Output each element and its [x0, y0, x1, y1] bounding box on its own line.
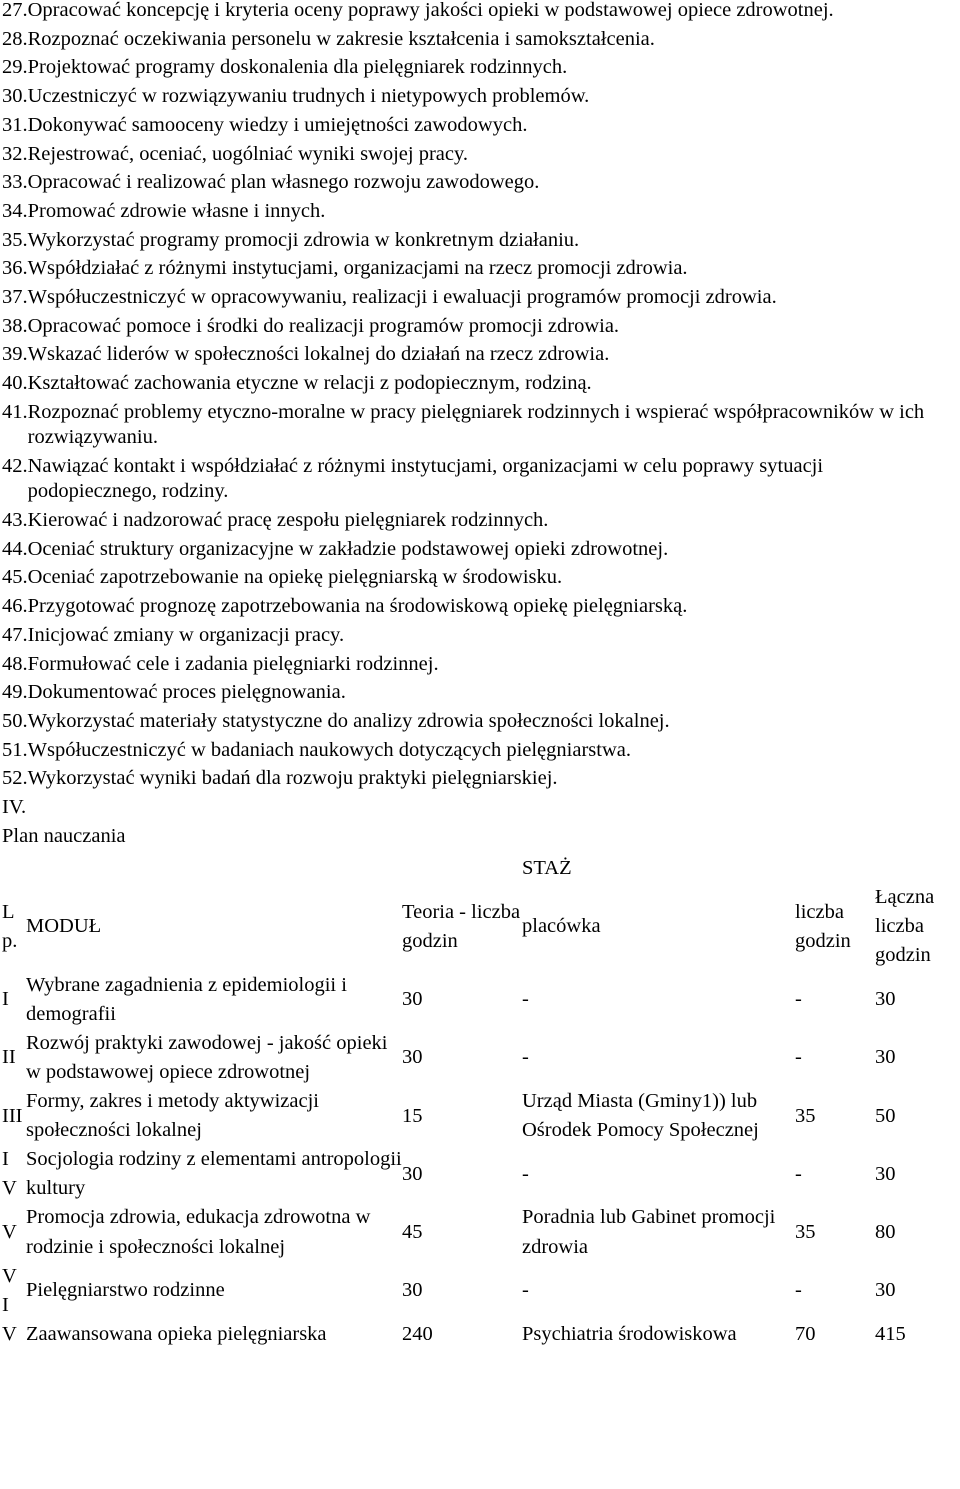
item-number: 27. — [2, 0, 28, 21]
item-number: 30. — [2, 85, 28, 108]
item-text: Dokumentować proces pielęgnowania. — [27, 681, 346, 704]
item-number: 34. — [2, 199, 28, 222]
item-text: Rozpoznać problemy etyczno-moralne w pracy pielęgniarek rodzinnych i wspierać współpracowników w ich rozwiązywaniu. — [27, 400, 925, 449]
item-number: 28. — [2, 27, 28, 50]
header-lp: L p. — [2, 900, 18, 952]
list-item — [2, 565, 956, 590]
table-row — [2, 1262, 955, 1320]
list-item — [2, 738, 956, 763]
item-number: 41. — [2, 400, 28, 423]
cell-laczna: 30 — [875, 988, 896, 1011]
item-text: Opracować pomoce i środki do realizacji programów promocji zdrowia. — [27, 314, 620, 337]
cell-godziny: - — [795, 1162, 802, 1185]
list-item — [2, 766, 956, 791]
item-number: 36. — [2, 257, 28, 280]
list-item — [2, 228, 956, 253]
item-text: Rozpoznać oczekiwania personelu w zakresie kształcenia i samokształcenia. — [27, 27, 655, 50]
table-row — [2, 1087, 955, 1145]
item-text: Wykorzystać wyniki badań dla rozwoju praktyki pielęgniarskiej. — [27, 767, 558, 790]
cell-godziny: - — [795, 988, 802, 1011]
list-item — [2, 680, 956, 705]
cell-lp: III — [2, 1104, 23, 1127]
list-item — [2, 285, 956, 310]
list-item — [2, 508, 956, 533]
cell-lp: V — [2, 1322, 17, 1345]
item-text: Współuczestniczyć w badaniach naukowych dotyczących pielęgniarstwa. — [27, 738, 631, 761]
item-text: Uczestniczyć w rozwiązywaniu trudnych i nietypowych problemów. — [27, 85, 590, 108]
list-item — [2, 652, 956, 677]
list-item — [2, 594, 956, 619]
cell-lp: V I — [2, 1264, 17, 1316]
cell-modul: Socjologia rodziny z elementami antropologii kultury — [26, 1148, 402, 1200]
staz-label: STAŻ — [522, 856, 572, 879]
cell-placowka: Poradnia lub Gabinet promocji zdrowia — [522, 1206, 776, 1258]
list-item — [2, 0, 956, 23]
list-item — [2, 314, 956, 339]
document-page — [2, 0, 956, 1349]
cell-godziny: 70 — [795, 1322, 816, 1345]
item-text: Projektować programy doskonalenia dla pielęgniarek rodzinnych. — [27, 56, 568, 79]
table-staz-row — [2, 853, 955, 883]
header-placowka: placówka — [522, 915, 601, 938]
cell-teoria: 30 — [402, 1279, 423, 1302]
item-number: 51. — [2, 738, 28, 761]
cell-laczna: 50 — [875, 1104, 896, 1127]
list-item — [2, 113, 956, 138]
section-title: Plan nauczania — [2, 824, 126, 847]
cell-teoria: 30 — [402, 988, 423, 1011]
header-laczna: Łączna liczba godzin — [875, 886, 935, 967]
cell-lp: II — [2, 1046, 16, 1069]
item-number: 48. — [2, 652, 28, 675]
table-header-row — [2, 883, 955, 970]
item-text: Kształtować zachowania etyczne w relacji z podopiecznym, rodziną. — [27, 372, 592, 395]
item-text: Dokonywać samooceny wiedzy i umiejętności zawodowych. — [27, 113, 528, 136]
cell-lp: I V — [2, 1148, 17, 1200]
list-item — [2, 27, 956, 52]
item-text: Opracować i realizować plan własnego rozwoju zawodowego. — [27, 171, 540, 194]
cell-godziny: - — [795, 1046, 802, 1069]
cell-teoria: 15 — [402, 1104, 423, 1127]
item-number: 47. — [2, 623, 28, 646]
cell-lp: V — [2, 1220, 17, 1243]
item-text: Oceniać struktury organizacyjne w zakładzie podstawowej opieki zdrowotnej. — [27, 537, 669, 560]
cell-modul: Wybrane zagadnienia z epidemiologii i demografii — [26, 973, 347, 1025]
cell-teoria: 240 — [402, 1322, 433, 1345]
cell-laczna: 80 — [875, 1220, 896, 1243]
list-item — [2, 199, 956, 224]
list-item — [2, 256, 956, 281]
cell-laczna: 30 — [875, 1279, 896, 1302]
item-text: Oceniać zapotrzebowanie na opiekę pielęgniarską w środowisku. — [27, 566, 563, 589]
list-item — [2, 142, 956, 167]
item-text: Współuczestniczyć w opracowywaniu, realizacji i ewaluacji programów promocji zdrowia. — [27, 286, 777, 309]
item-number: 44. — [2, 537, 28, 560]
cell-laczna: 30 — [875, 1046, 896, 1069]
cell-teoria: 30 — [402, 1162, 423, 1185]
list-item — [2, 170, 956, 195]
cell-placowka: - — [522, 1279, 529, 1302]
list-item — [2, 623, 956, 648]
list-item — [2, 84, 956, 109]
cell-modul: Pielęgniarstwo rodzinne — [26, 1279, 225, 1302]
item-text: Wykorzystać materiały statystyczne do analizy zdrowia społeczności lokalnej. — [27, 709, 670, 732]
cell-laczna: 415 — [875, 1322, 906, 1345]
item-number: 43. — [2, 509, 28, 532]
item-number: 42. — [2, 454, 28, 477]
list-item — [2, 55, 956, 80]
section-number: IV. — [2, 796, 27, 819]
item-number: 38. — [2, 314, 28, 337]
cell-teoria: 45 — [402, 1220, 423, 1243]
item-text: Współdziałać z różnymi instytucjami, organizacjami na rzecz promocji zdrowia. — [27, 257, 688, 280]
list-item — [2, 537, 956, 562]
cell-modul: Zaawansowana opieka pielęgniarska — [26, 1322, 327, 1345]
curriculum-table — [2, 853, 955, 1349]
header-modul: MODUŁ — [26, 915, 102, 938]
cell-godziny: 35 — [795, 1220, 816, 1243]
header-godziny: liczba godzin — [795, 900, 851, 952]
cell-godziny: - — [795, 1279, 802, 1302]
cell-godziny: 35 — [795, 1104, 816, 1127]
item-number: 33. — [2, 171, 28, 194]
item-text: Rejestrować, oceniać, uogólniać wyniki swojej pracy. — [27, 142, 469, 165]
item-number: 29. — [2, 56, 28, 79]
item-number: 35. — [2, 228, 28, 251]
item-number: 37. — [2, 286, 28, 309]
cell-lp: I — [2, 988, 9, 1011]
cell-placowka: - — [522, 1162, 529, 1185]
item-text: Kierować i nadzorować pracę zespołu pielęgniarek rodzinnych. — [27, 509, 549, 532]
cell-modul: Promocja zdrowia, edukacja zdrowotna w rodzinie i społeczności lokalnej — [26, 1206, 371, 1258]
cell-placowka: Urząd Miasta (Gminy1)) lub Ośrodek Pomocy Społecznej — [522, 1089, 759, 1142]
cell-placowka: - — [522, 1046, 529, 1069]
item-text: Przygotować prognozę zapotrzebowania na środowiskową opiekę pielęgniarską. — [27, 595, 688, 618]
item-text: Opracować koncepcję i kryteria oceny poprawy jakości opieki w podstawowej opiece zdrowotnej. — [27, 0, 834, 21]
cell-placowka: Psychiatria środowiskowa — [522, 1322, 737, 1345]
list-item — [2, 400, 956, 451]
list-item — [2, 709, 956, 734]
cell-placowka: - — [522, 988, 529, 1011]
list-item — [2, 371, 956, 396]
table-row — [2, 1203, 955, 1261]
table-row — [2, 1145, 955, 1203]
item-number: 39. — [2, 343, 28, 366]
item-number: 46. — [2, 595, 28, 618]
list-item — [2, 342, 956, 367]
item-text: Formułować cele i zadania pielęgniarki rodzinnej. — [27, 652, 439, 675]
cell-teoria: 30 — [402, 1046, 423, 1069]
cell-modul: Rozwój praktyki zawodowej - jakość opieki w podstawowej opiece zdrowotnej — [26, 1031, 388, 1083]
item-text: Wskazać liderów w społeczności lokalnej do działań na rzecz zdrowia. — [27, 343, 610, 366]
table-row — [2, 971, 955, 1029]
item-text: Inicjować zmiany w organizacji pracy. — [27, 623, 345, 646]
item-number: 50. — [2, 709, 28, 732]
item-text: Nawiązać kontakt i współdziałać z różnymi instytucjami, organizacjami w celu poprawy sytuacji podopiecznego, rodziny. — [27, 454, 824, 503]
competency-list — [2, 0, 956, 792]
table-row — [2, 1029, 955, 1087]
item-text: Wykorzystać programy promocji zdrowia w konkretnym działaniu. — [27, 228, 580, 251]
list-item — [2, 454, 956, 505]
item-number: 32. — [2, 142, 28, 165]
item-number: 49. — [2, 681, 28, 704]
item-number: 31. — [2, 113, 28, 136]
cell-laczna: 30 — [875, 1162, 896, 1185]
header-teoria: Teoria - liczba godzin — [402, 900, 521, 952]
item-number: 40. — [2, 372, 28, 395]
item-text: Promować zdrowie własne i innych. — [27, 199, 326, 222]
item-number: 45. — [2, 566, 28, 589]
item-number: 52. — [2, 767, 28, 790]
cell-modul: Formy, zakres i metody aktywizacji społeczności lokalnej — [26, 1089, 319, 1142]
table-row — [2, 1320, 955, 1349]
